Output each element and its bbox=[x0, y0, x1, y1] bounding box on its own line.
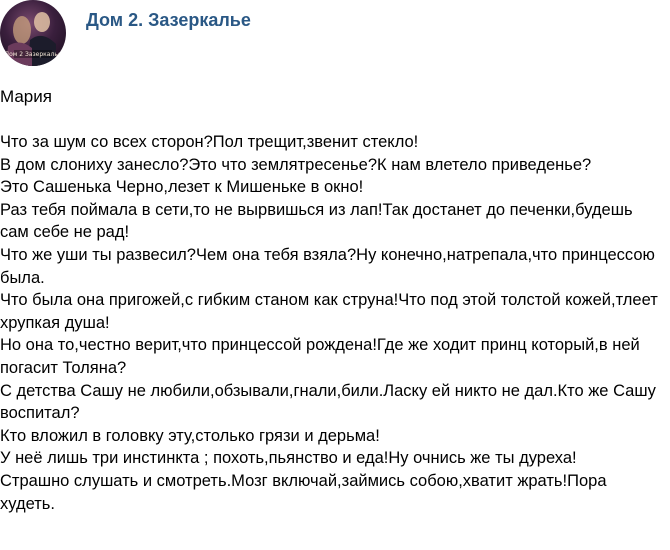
poem-line: Кто вложил в головку эту,столько грязи и дерьма! bbox=[0, 426, 380, 445]
poem-line: Что за шум со всех сторон?Пол трещит,звенит стекло! bbox=[0, 133, 419, 151]
poem-line: С детства Сашу не любили,обзывали,гнали,били.Ласку ей никто не дал.Кто же Сашу воспитал? bbox=[0, 381, 656, 423]
post-text bbox=[0, 131, 662, 515]
group-avatar-icon bbox=[0, 0, 66, 66]
poem-line: Страшно слушать и смотреть.Мозг включай,займись собою,хватит жрать!Пора худеть. bbox=[0, 471, 607, 513]
post-author: Мария bbox=[0, 87, 52, 106]
poem-line: Это Сашенька Черно,лезет к Мишеньке в окно! bbox=[0, 178, 364, 197]
group-avatar[interactable] bbox=[0, 0, 66, 66]
svg-text:Дом 2 Зазеркалье: Дом 2 Зазеркалье bbox=[4, 51, 62, 58]
poem-line: Раз тебя поймала в сети,то не вырвишься из лап!Так достанет до печенки,будешь сам себе не рад! bbox=[0, 200, 633, 242]
post-header bbox=[0, 0, 670, 70]
poem-line: Что же уши ты развесил?Чем она тебя взяла?Ну конечно,натрепала,что принцессою была. bbox=[0, 245, 655, 287]
poem-line: В дом слониху занесло?Это что землятресенье?К нам влетело приведенье? bbox=[0, 155, 592, 174]
poem-line: Но она то,честно верит,что принцессой рождена!Где же ходит принц который,в ней погасит Толяна? bbox=[0, 336, 640, 377]
group-name-link[interactable]: Дом 2. Зазеркалье bbox=[86, 10, 251, 30]
poem-line: Что была она пригожей,с гибким станом как струна!Что под этой толстой кожей,тлеет хрупкая душа! bbox=[0, 291, 658, 332]
poem-line: У неё лишь три инстинкта ; похоть,пьянство и еда!Ну очнись же ты дуреха! bbox=[0, 449, 577, 468]
